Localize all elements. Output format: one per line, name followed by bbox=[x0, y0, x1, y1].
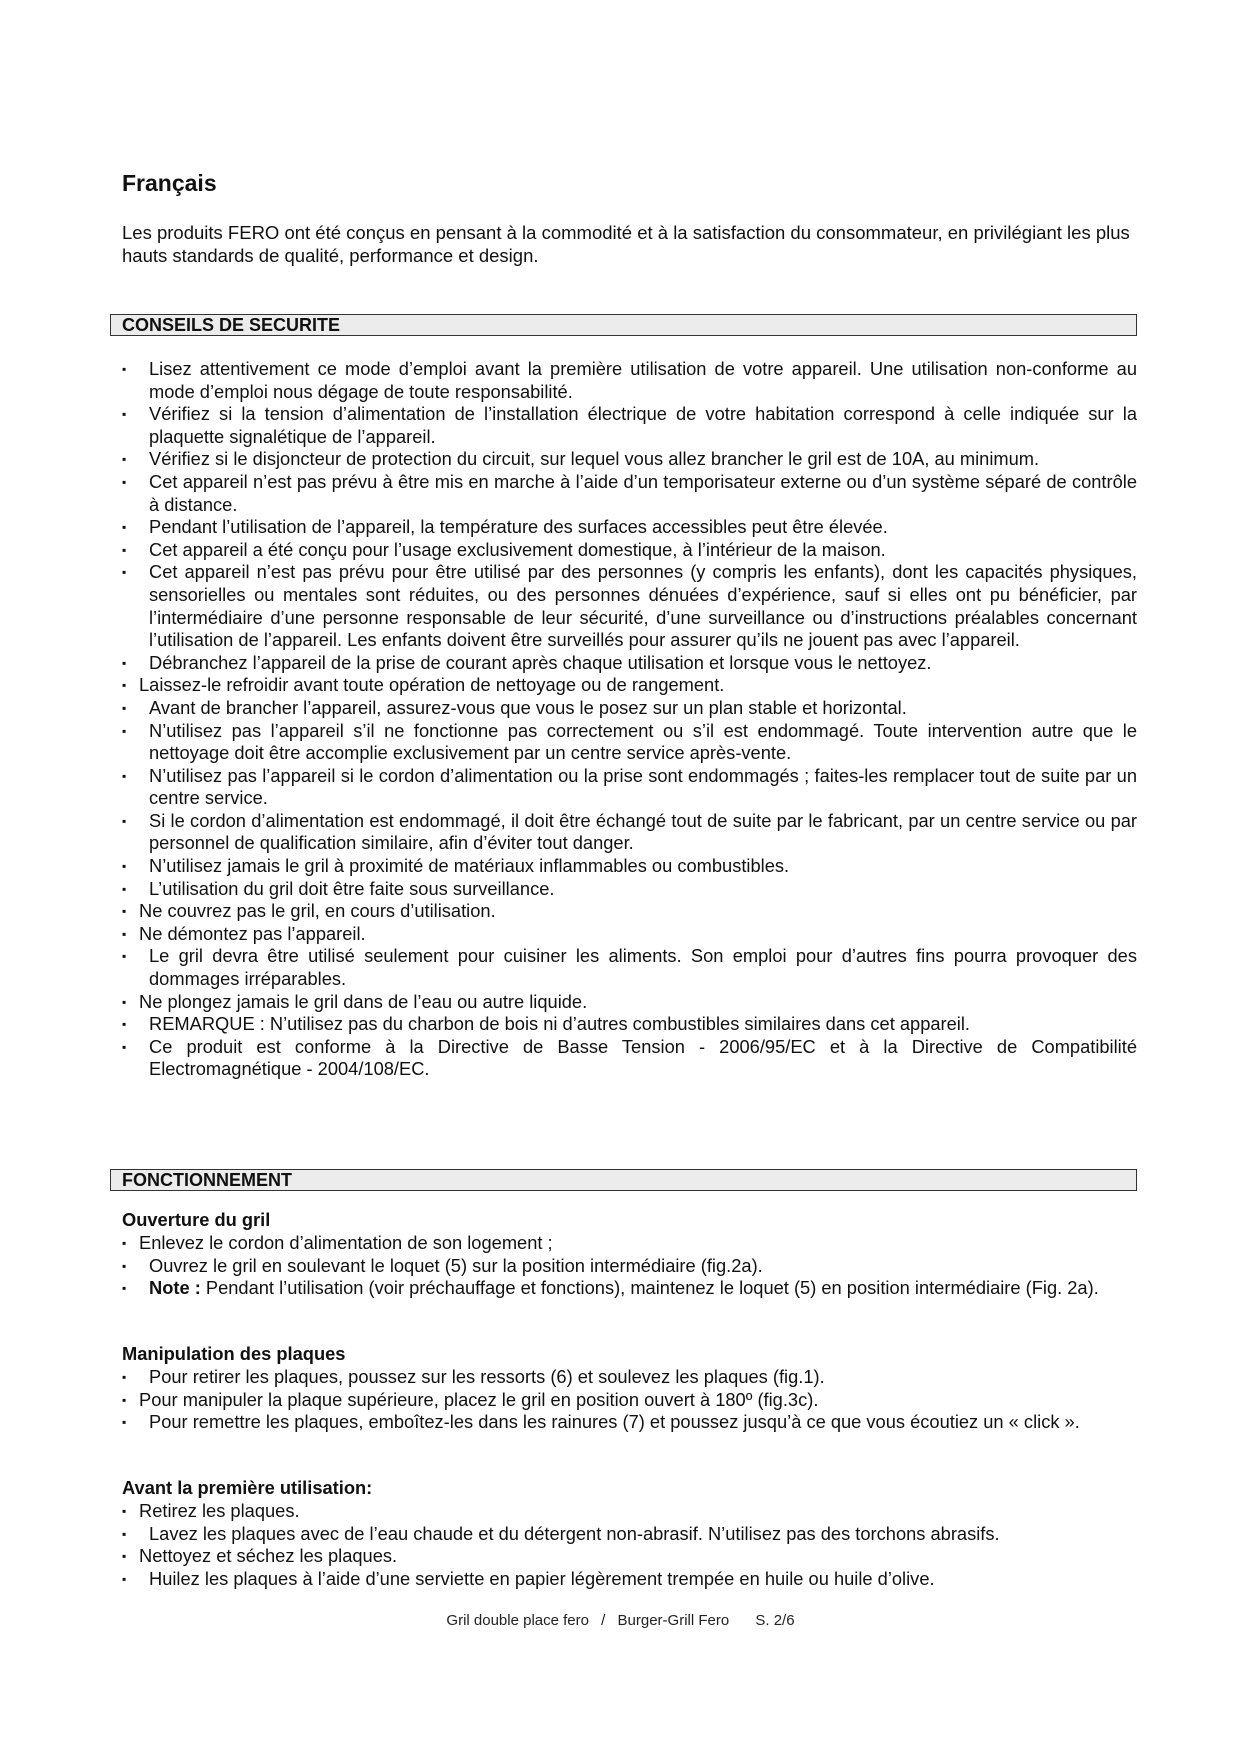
list-item: ▪ Lisez attentivement ce mode d’emploi avant la première utilisation de votre appareil. Une utilisation non-conforme au mode d’emploi nous dégage de toute responsabilité. bbox=[122, 358, 1137, 403]
list-item: ▪ Lavez les plaques avec de l’eau chaude et du détergent non-abrasif. N’utilisez pas des torchons abrasifs. bbox=[122, 1523, 1137, 1546]
list-item: ▪ Ne plongez jamais le gril dans de l’eau ou autre liquide. bbox=[122, 991, 1137, 1014]
intro-paragraph: Les produits FERO ont été conçus en pensant à la commodité et à la satisfaction du consommateur, en privilégiant les plus hauts standards de qualité, performance et design. bbox=[122, 222, 1130, 266]
list-item: ▪ Huilez les plaques à l’aide d’une serviette en papier légèrement trempée en huile ou huile d’olive. bbox=[122, 1568, 1137, 1591]
subsection-title-plates: Manipulation des plaques bbox=[122, 1343, 346, 1364]
list-item: ▪ N’utilisez jamais le gril à proximité de matériaux inflammables ou combustibles. bbox=[122, 855, 1137, 878]
list-item: ▪ REMARQUE : N’utilisez pas du charbon de bois ni d’autres combustibles similaires dans cet appareil. bbox=[122, 1013, 1137, 1036]
list-item: ▪ Retirez les plaques. bbox=[122, 1500, 1137, 1523]
list-item: ▪ Pour remettre les plaques, emboîtez-les dans les rainures (7) et poussez jusqu’à ce que vous écoutiez un « click ». bbox=[122, 1411, 1137, 1434]
list-item: ▪ Cet appareil n’est pas prévu à être mis en marche à l’aide d’un temporisateur externe ou d’un système séparé de contrôle à distance. bbox=[122, 471, 1137, 516]
list-item: ▪ N’utilisez pas l’appareil si le cordon d’alimentation ou la prise sont endommagés ; faites-les remplacer tout de suite par un centre service. bbox=[122, 765, 1137, 810]
section-header-safety: CONSEILS DE SECURITE bbox=[110, 314, 1137, 336]
list-item: ▪ Ne démontez pas l’appareil. bbox=[122, 923, 1137, 946]
list-item: ▪ L’utilisation du gril doit être faite sous surveillance. bbox=[122, 878, 1137, 901]
list-item: ▪ Vérifiez si la tension d’alimentation de l’installation électrique de votre habitation correspond à celle indiquée sur la plaquette signalétique de l’appareil. bbox=[122, 403, 1137, 448]
list-item: ▪ Vérifiez si le disjoncteur de protection du circuit, sur lequel vous allez brancher le gril est de 10A, au minimum. bbox=[122, 448, 1137, 471]
page-footer bbox=[0, 1612, 1241, 1629]
footer-product-fr: Gril double place fero bbox=[446, 1612, 589, 1629]
list-item: ▪ Pendant l’utilisation de l’appareil, la température des surfaces accessibles peut être élevée. bbox=[122, 516, 1137, 539]
footer-product-de: Burger-Grill Fero bbox=[617, 1612, 730, 1629]
list-item: ▪ Cet appareil a été conçu pour l’usage exclusivement domestique, à l’intérieur de la maison. bbox=[122, 539, 1137, 562]
list-item: ▪ Enlevez le cordon d’alimentation de son logement ; bbox=[122, 1232, 1137, 1255]
list-item: ▪ Laissez-le refroidir avant toute opération de nettoyage ou de rangement. bbox=[122, 674, 1137, 697]
list-item: ▪ Ouvrez le gril en soulevant le loquet (5) sur la position intermédiaire (fig.2a). bbox=[122, 1255, 1137, 1278]
list-item: ▪ N’utilisez pas l’appareil s’il ne fonctionne pas correctement ou s’il est endommagé. Toute intervention autre que le nettoyage doit être accomplie exclusivement par un centre service après-vente. bbox=[122, 720, 1137, 765]
note-text: Pendant l’utilisation (voir préchauffage et fonctions), maintenez le loquet (5) en position intermédiaire (Fig. 2a). bbox=[205, 1277, 1099, 1299]
plates-list bbox=[122, 1366, 1137, 1434]
list-item: ▪ Le gril devra être utilisé seulement pour cuisiner les aliments. Son emploi pour d’autres fins pourra provoquer des dommages irréparables. bbox=[122, 945, 1137, 990]
list-item: ▪ Nettoyez et séchez les plaques. bbox=[122, 1545, 1137, 1568]
safety-list bbox=[122, 358, 1137, 1081]
footer-page-number: S. 2/6 bbox=[755, 1612, 795, 1629]
list-item: ▪ Ne couvrez pas le gril, en cours d’utilisation. bbox=[122, 900, 1137, 923]
list-item: ▪ Avant de brancher l’appareil, assurez-vous que vous le posez sur un plan stable et horizontal. bbox=[122, 697, 1137, 720]
list-item: ▪ Si le cordon d’alimentation est endommagé, il doit être échangé tout de suite par le fabricant, par un centre service ou par personnel de qualification similaire, afin d’éviter tout danger. bbox=[122, 810, 1137, 855]
section-header-operation: FONCTIONNEMENT bbox=[110, 1169, 1137, 1191]
list-item-note bbox=[122, 1277, 1137, 1300]
first-use-list bbox=[122, 1500, 1137, 1590]
page-title: Français bbox=[122, 170, 217, 196]
list-item: ▪ Débranchez l’appareil de la prise de courant après chaque utilisation et lorsque vous le nettoyez. bbox=[122, 652, 1137, 675]
opening-list bbox=[122, 1232, 1137, 1300]
subsection-title-opening: Ouverture du gril bbox=[122, 1209, 271, 1230]
list-item: ▪ Cet appareil n’est pas prévu pour être utilisé par des personnes (y compris les enfants), dont les capacités physiques, sensorielles ou mentales sont réduites, ou des personnes dénuées d’expérience, sauf si elles ont pu bénéficier, par l’intermédiaire d’une personne responsable de leur sécurité, d’une surveillance ou d’instructions préalables concernant l’utilisation de l’appareil. Les enfants doivent être surveillés pour assurer qu’ils ne jouent pas avec l’appareil. bbox=[122, 561, 1137, 651]
note-label: Note : bbox=[149, 1277, 201, 1299]
subsection-title-first-use: Avant la première utilisation: bbox=[122, 1477, 373, 1498]
list-item: ▪ Pour manipuler la plaque supérieure, placez le gril en position ouvert à 180º (fig.3c). bbox=[122, 1389, 1137, 1412]
list-item: ▪ Ce produit est conforme à la Directive de Basse Tension - 2006/95/EC et à la Directive de Compatibilité Electromagnétique - 2004/108/EC. bbox=[122, 1036, 1137, 1081]
list-item: ▪ Pour retirer les plaques, poussez sur les ressorts (6) et soulevez les plaques (fig.1). bbox=[122, 1366, 1137, 1389]
footer-separator: / bbox=[601, 1612, 606, 1629]
